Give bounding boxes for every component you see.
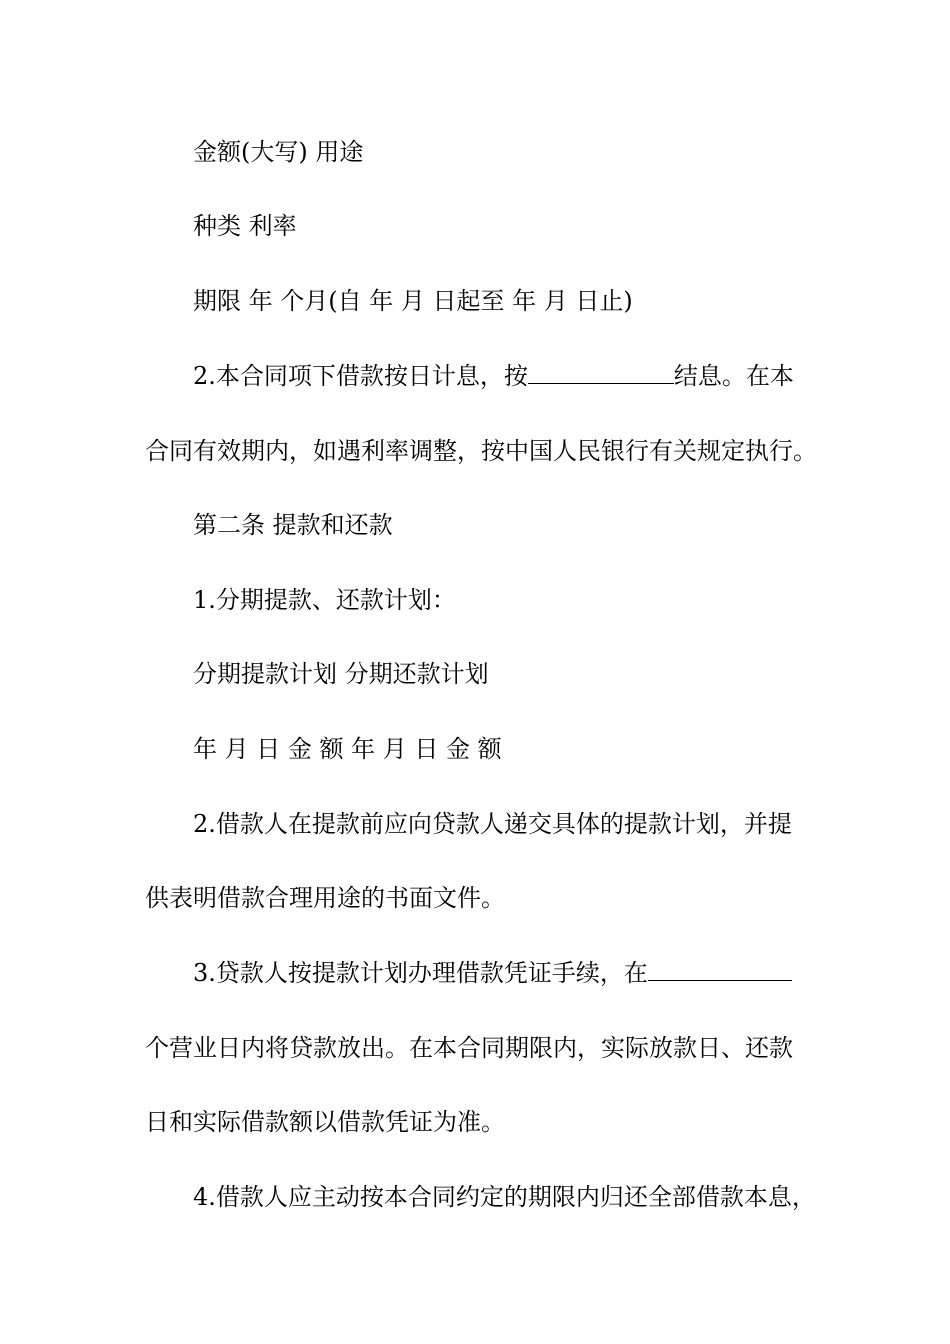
withdrawal-plan-clause: 2.借款人在提款前应向贷款人递交具体的提款计划，并提 [193, 810, 792, 838]
loan-voucher-text: 3.贷款人按提款计划办理借款凭证手续，在 [193, 959, 648, 987]
loan-voucher-clause [193, 958, 815, 988]
loan-amount-purpose-line: 金额(大写) 用途 [193, 138, 364, 166]
withdrawal-plan-continuation: 供表明借款合理用途的书面文件。 [145, 884, 505, 912]
business-days-blank [648, 958, 792, 981]
plan-table-header: 分期提款计划 分期还款计划 [193, 660, 489, 688]
article-two-heading: 第二条 提款和还款 [193, 511, 393, 539]
interest-clause-text: 2.本合同项下借款按日计息，按 [193, 362, 528, 390]
loan-voucher-continuation: 个营业日内将贷款放出。在本合同期限内，实际放款日、还款 [145, 1034, 793, 1062]
loan-term-line: 期限 年 个月(自 年 月 日起至 年 月 日止) [193, 287, 633, 315]
installment-plan-item: 1.分期提款、还款计划： [193, 586, 456, 614]
plan-table-columns: 年 月 日 金 额 年 月 日 金 额 [193, 735, 502, 763]
interest-clause-continuation: 合同有效期内，如遇利率调整，按中国人民银行有关规定执行。 [145, 437, 817, 465]
loan-type-rate-line: 种类 利率 [193, 212, 297, 240]
interest-clause-line [193, 361, 815, 391]
repayment-clause: 4.借款人应主动按本合同约定的期限内归还全部借款本息， [193, 1183, 816, 1211]
interest-clause-text-end: 结息。在本 [673, 362, 794, 390]
settlement-blank [528, 361, 674, 384]
loan-voucher-continuation-2: 日和实际借款额以借款凭证为准。 [145, 1108, 505, 1136]
